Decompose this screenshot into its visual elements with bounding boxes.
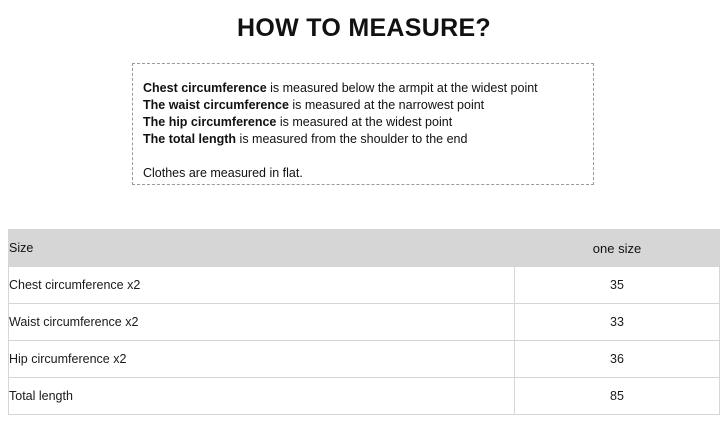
instruction-text: is measured below the armpit at the widest point <box>266 81 538 95</box>
instruction-text: is measured from the shoulder to the end <box>236 132 468 146</box>
table-row <box>9 304 720 341</box>
instruction-text: is measured at the narrowest point <box>288 98 485 112</box>
instruction-term: Chest circumference <box>143 81 267 95</box>
instruction-term: The waist circumference <box>143 98 289 112</box>
row-value: 36 <box>515 341 720 378</box>
column-header-one-size: one size <box>515 230 720 267</box>
row-label: Chest circumference x2 <box>9 267 515 304</box>
table-row <box>9 378 720 415</box>
row-value: 35 <box>515 267 720 304</box>
table-row <box>9 341 720 378</box>
instruction-line <box>143 114 593 131</box>
table-header-row <box>9 230 720 267</box>
row-value: 85 <box>515 378 720 415</box>
instruction-line <box>143 131 593 148</box>
size-chart-body <box>9 267 720 415</box>
instruction-footnote: Clothes are measured in flat. <box>143 166 303 180</box>
page-title: HOW TO MEASURE? <box>236 14 492 42</box>
instruction-line <box>143 80 593 97</box>
instruction-text: is measured at the widest point <box>276 115 453 129</box>
size-chart-table <box>8 229 720 415</box>
table-row <box>9 267 720 304</box>
instruction-term: The hip circumference <box>143 115 277 129</box>
column-header-size: Size <box>9 230 515 267</box>
row-value: 33 <box>515 304 720 341</box>
row-label: Waist circumference x2 <box>9 304 515 341</box>
row-label: Total length <box>9 378 515 415</box>
instruction-line <box>143 97 593 114</box>
instruction-term: The total length <box>143 132 237 146</box>
measurement-instructions-box <box>132 63 594 185</box>
row-label: Hip circumference x2 <box>9 341 515 378</box>
size-guide-page <box>0 8 728 424</box>
size-chart-head <box>9 230 720 267</box>
